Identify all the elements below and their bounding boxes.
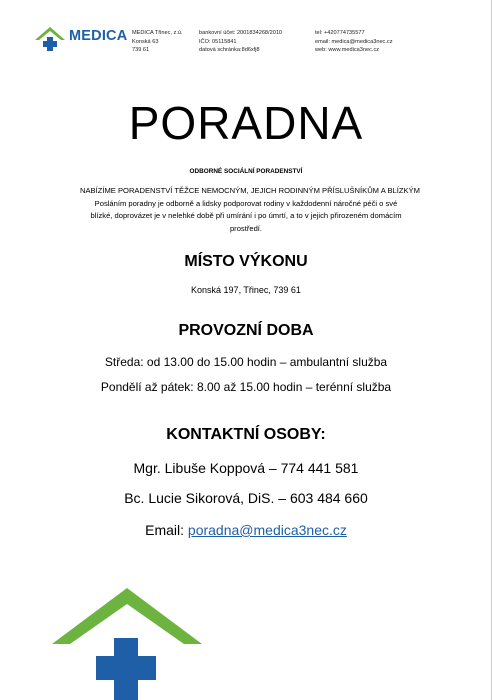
header-text: tel: +420774735577 [315,30,365,36]
email-link[interactable]: poradna@medica3nec.cz [187,522,347,538]
brand-name: MEDICA [69,28,128,44]
page-title: PORADNA [128,97,364,149]
header-address [132,29,183,55]
hours-heading: PROVOZNÍ DOBA [178,322,314,339]
header-contact [315,29,393,55]
header-text: email: medica@medica3nec.cz [315,38,393,45]
header-text: Konská 63 [132,38,159,45]
contacts-heading: KONTAKTNÍ OSOBY: [166,426,326,443]
header-text: MEDICA Třinec, z.ú. [132,30,183,36]
hours-line: Pondělí až pátek: 8.00 až 15.00 hodin – terénní služba [100,380,392,394]
subtitle: ODBORNÉ SOCIÁLNÍ PORADENSTVÍ [189,168,303,175]
header-text: 739 61 [132,47,150,54]
header-text: IČO: 05115841 [199,38,237,45]
hours-line: Středa: od 13.00 do 15.00 hodin – ambulantní služba [104,355,388,369]
email-label: Email: [145,522,188,538]
intro-paragraph [80,185,420,235]
medica-house-cross-logo-icon [52,588,202,700]
email-line [0,522,492,538]
intro-line: prostředí. [229,223,263,233]
letterhead [0,0,492,70]
intro-line: blízké, doprovázet je v nelehké době při umírání i po úmrtí, a to v jejich přirozeném domácím [90,211,402,221]
header-bank-info [199,29,282,55]
intro-line: NABÍZÍME PORADENSTVÍ TĚŽCE NEMOCNÝM, JEJICH RODINNÝM PŘÍSLUŠNÍKŮM A BLÍZKÝM [80,186,420,195]
header-text: bankovní účet: 2001834268/2010 [199,30,283,36]
contact-person: Bc. Lucie Sikorová, DiS. – 603 484 660 [124,490,368,506]
intro-line: Posláním poradny je odborně a lidsky podporovat rodiny v každodenní náročné péči o své [94,198,398,208]
location-heading: MÍSTO VÝKONU [184,253,308,270]
contact-person: Mgr. Libuše Koppová – 774 441 581 [133,460,359,476]
header-text: datová schránka:8d6xfj8 [199,47,260,54]
location-address: Konská 197, Třinec, 739 61 [191,285,301,295]
medica-logo-icon [34,26,66,52]
header-text: web: www.medica3nec.cz [315,47,380,54]
